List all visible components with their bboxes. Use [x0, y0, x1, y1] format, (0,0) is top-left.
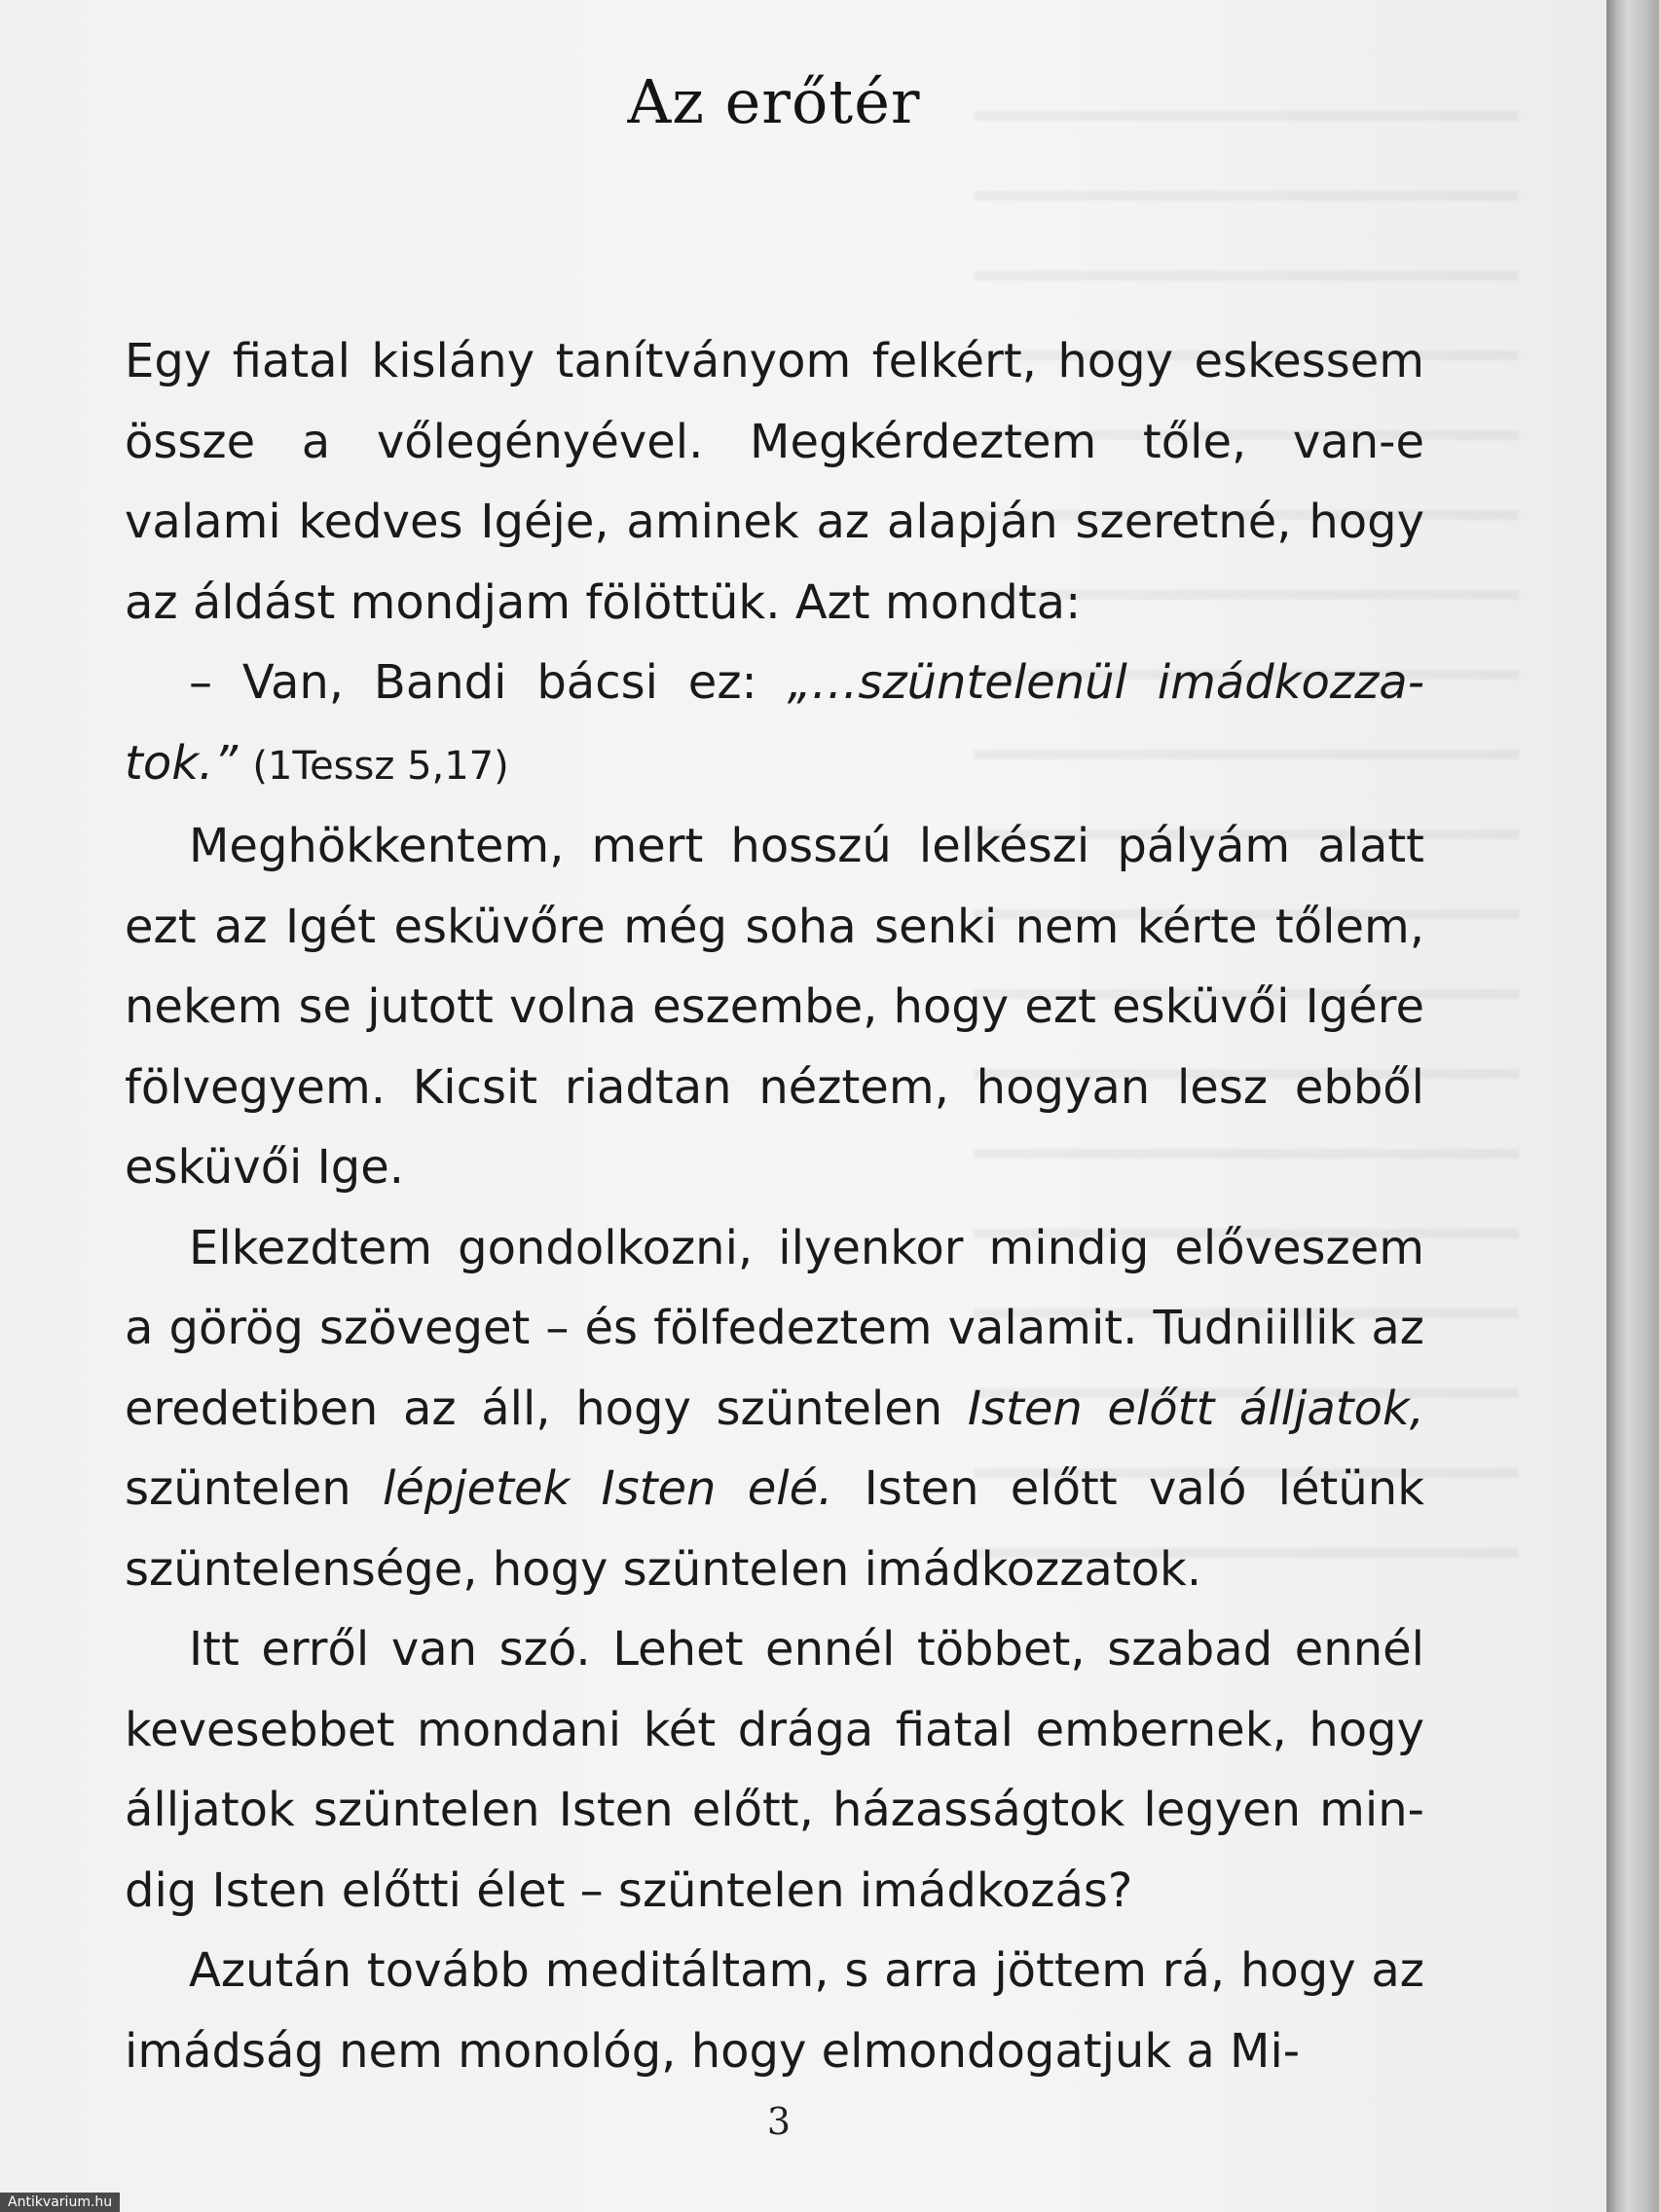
- paragraph: Itt erről van szó. Lehet ennél többet, szabad ennél kevesebbet mondani két drága fiatal embernek, hogy álljatok szüntelen Isten előtt, házasságtok legyen mindig Isten előtti élet – szüntelen imádkozás?: [125, 1622, 1424, 1918]
- paragraph: Azután tovább meditáltam, s arra jöttem rá, hogy az imádság nem monológ, hogy elmondogatjuk a Mi-: [125, 1943, 1424, 2079]
- paragraph: Egy fiatal kislány tanítványom felkért, hogy eskessem össze a vőlegényével. Megkérdeztem tőle, van-e valami kedves Igéje, aminek az alapján szeretné, hogy az áldást mondjam fölöttük. Azt mondta:: [125, 334, 1424, 630]
- text-run: Isten előtt való létünk szüntelensége, hogy szüntelen imádkozzatok.: [125, 1461, 1424, 1597]
- italic-phrase: Isten előtt álljatok,: [967, 1381, 1424, 1436]
- text-run: szüntelen: [125, 1461, 383, 1516]
- body-text: [125, 321, 1424, 2091]
- dialogue-text: – Van, Bandi bácsi ez:: [189, 655, 788, 710]
- next-page-edge: [1606, 0, 1659, 2212]
- italic-phrase: lépjetek Isten elé.: [382, 1461, 833, 1516]
- watermark-label: Antikvarium.hu: [0, 2193, 120, 2212]
- page-title: Az erőtér: [627, 66, 921, 137]
- text-run: Elkezdtem gondolkozni, ilyenkor mindig előveszem a görög szöveget – és fölfedeztem valamit. Tudniillik az eredetiben az áll, hogy szüntelen: [125, 1220, 1424, 1436]
- paragraph: [125, 1208, 1424, 1610]
- paragraph-dialogue: [125, 643, 1424, 806]
- paragraph: Meghökkentem, mert hosszú lelkészi pályám alatt ezt az Igét esküvőre még soha senki nem kérte tőlem, nekem se jutott volna eszembe, hogy ezt esküvői Igére fölvegyem. Kicsit riadtan néztem, hogyan lesz ebből esküvői Ige.: [125, 819, 1424, 1195]
- bible-reference: (1Tessz 5,17): [252, 743, 509, 789]
- bible-quote: „…szüntelenül imádkozzatok.”: [125, 655, 1425, 791]
- page-number: 3: [766, 2100, 792, 2143]
